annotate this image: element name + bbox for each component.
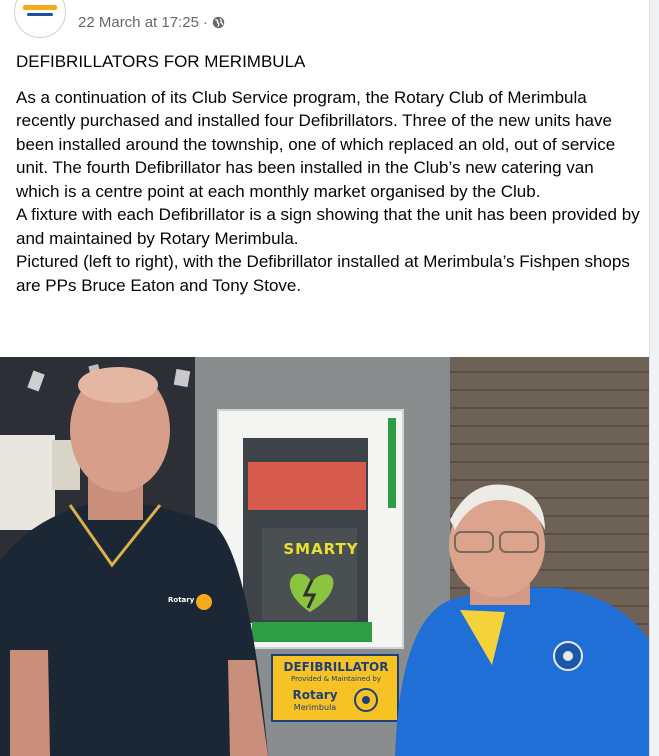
man-right-shirt <box>395 588 649 756</box>
rotary-shirt-logo-icon <box>196 594 212 610</box>
post-title: DEFIBRILLATORS FOR MERIMBULA <box>16 52 306 71</box>
aed-side-strip <box>388 418 396 508</box>
shirt-brand-text: Rotary <box>168 596 195 604</box>
post-text: As a continuation of its Club Service program, the Rotary Club of Merimbula recently purchased and installed four Defibrillators. Three of the new units have been installed around the township, one of which replaced an old, out of service unit. The fourth Defibrillator has been installed in the Club’s new catering van which is a centre point at each monthly market organised by the Club. A fixture with each Defibrillator is a sign showing that the unit has been provided by and maintained by Rotary Merimbula. Pictured (left to right), with the Defibrillator installed at Merimbula’s Fishpen shops are PPs Bruce Eaton and Tony Stove. <box>16 87 640 295</box>
avatar-logo-stripe <box>23 5 57 10</box>
sign-subtitle: Provided & Maintained by <box>291 675 381 683</box>
aed-reflection <box>248 462 366 510</box>
globe-icon[interactable] <box>212 16 225 29</box>
sign-town: Merimbula <box>293 703 337 712</box>
poster <box>0 435 55 530</box>
post-header <box>0 0 649 40</box>
aed-label-strip <box>252 622 372 642</box>
paper-scrap <box>174 369 191 387</box>
man-left-scalp <box>78 367 158 403</box>
post-meta <box>78 14 225 31</box>
post-timestamp[interactable]: 22 March at 17:25 <box>78 14 199 31</box>
sign-brand: Rotary <box>292 688 338 702</box>
meta-separator: · <box>202 14 208 31</box>
sign-title: DEFIBRILLATOR <box>283 660 389 674</box>
post-body <box>16 50 641 297</box>
post-photo[interactable] <box>0 357 649 756</box>
man-left-arm <box>10 650 50 756</box>
aed-brand-label: SMARTY <box>283 540 359 558</box>
avatar-logo-stripe-secondary <box>27 13 53 16</box>
page-avatar[interactable] <box>14 0 66 38</box>
